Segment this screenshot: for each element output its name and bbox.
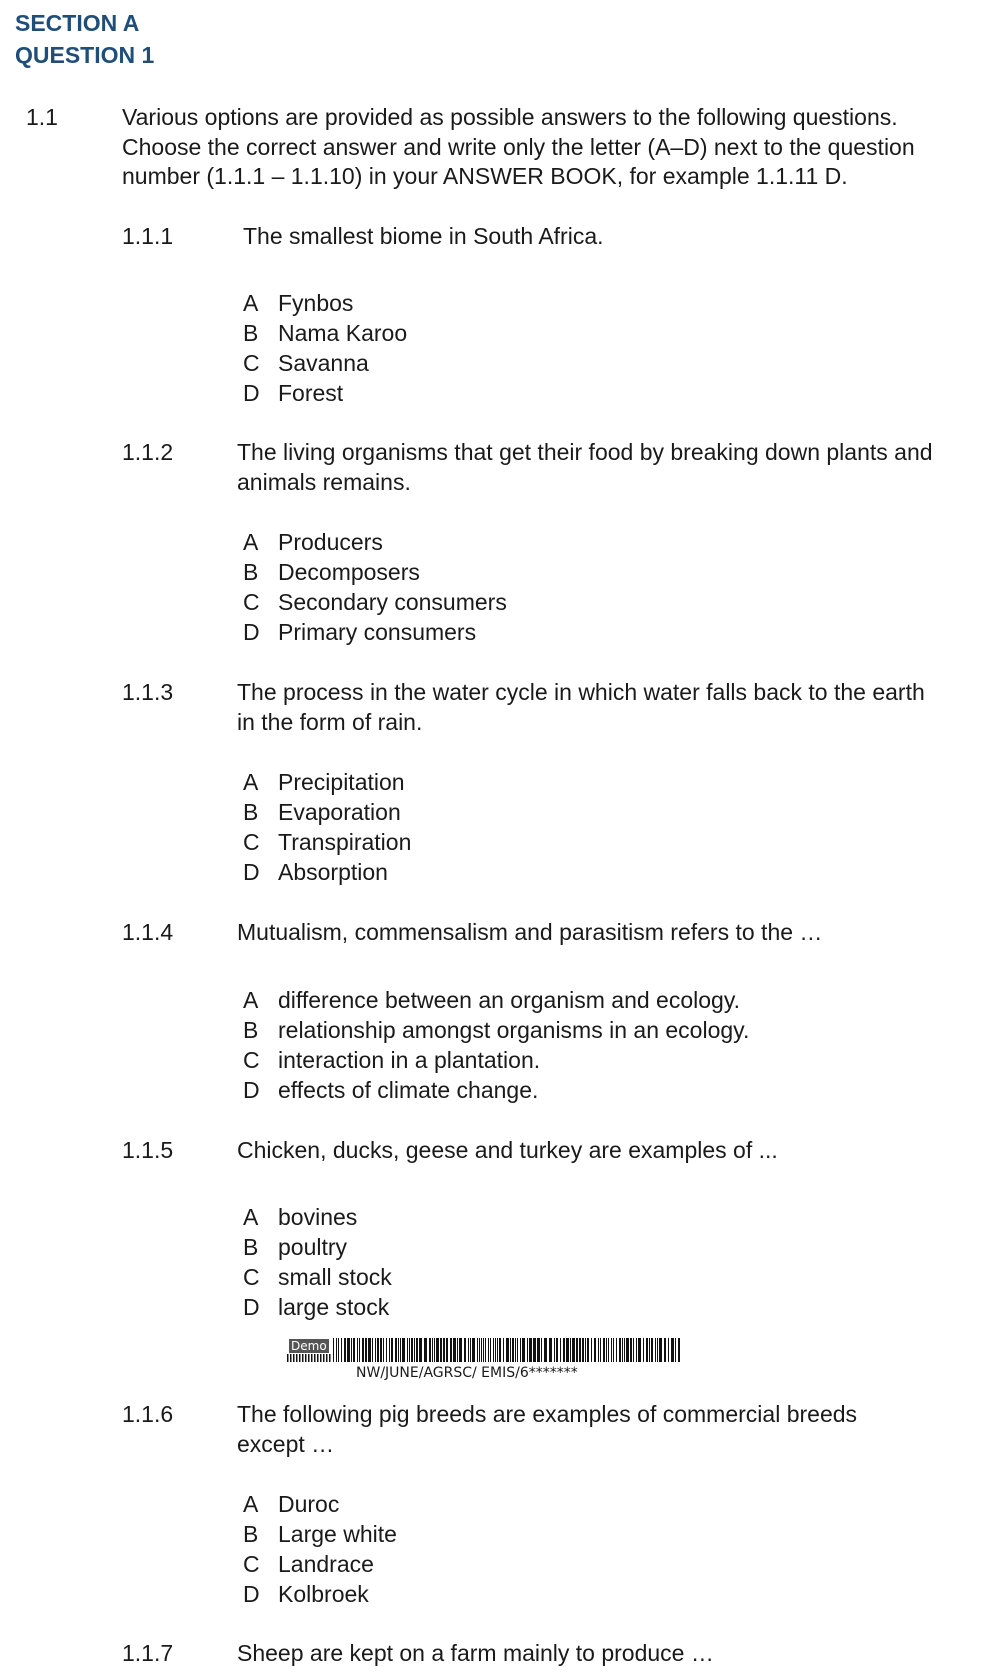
barcode-bar: [416, 1338, 418, 1362]
barcode-bar: [570, 1338, 571, 1362]
barcode-bar: [537, 1338, 540, 1362]
option-text: Nama Karoo: [278, 320, 408, 346]
barcode-bar: [649, 1338, 650, 1362]
option-letter: A: [243, 769, 259, 795]
barcode-bar: [409, 1338, 410, 1362]
barcode-bar: [585, 1338, 586, 1362]
barcode-bar: [380, 1338, 382, 1362]
barcode-bar: [477, 1338, 478, 1362]
option-text: Precipitation: [278, 769, 405, 795]
barcode-bar: [317, 1354, 319, 1362]
option-text: Secondary consumers: [278, 589, 507, 615]
barcode-bar: [314, 1354, 316, 1362]
barcode-bar: [657, 1338, 658, 1362]
barcode-bar: [377, 1338, 379, 1362]
barcode-bar: [638, 1338, 641, 1362]
option-letter: B: [243, 1234, 259, 1260]
barcode-bar: [497, 1338, 498, 1362]
barcode-bar: [579, 1338, 581, 1362]
barcode-bar: [506, 1338, 509, 1362]
option-letter: B: [243, 559, 259, 585]
barcode-bar: [544, 1338, 547, 1362]
barcode-bar: [389, 1338, 390, 1362]
barcode-bar: [305, 1354, 307, 1362]
barcode-bar: [633, 1338, 634, 1362]
barcode-bar: [398, 1338, 399, 1362]
barcode-bar: [459, 1338, 462, 1362]
barcode-bar: [414, 1338, 415, 1362]
option-letter: C: [243, 829, 260, 855]
barcode-bar: [613, 1338, 614, 1362]
barcode-bar: [608, 1338, 609, 1362]
barcode-bar: [464, 1338, 466, 1362]
barcode-bar: [606, 1338, 607, 1362]
option-text: Kolbroek: [278, 1581, 369, 1607]
barcode-bar: [351, 1338, 352, 1362]
option-letter: C: [243, 1264, 260, 1290]
option-letter: C: [243, 589, 260, 615]
barcode-image: [287, 1338, 683, 1362]
option-text: Absorption: [278, 859, 388, 885]
barcode-bar: [293, 1354, 295, 1362]
barcode-bar: [636, 1338, 637, 1362]
barcode-bar: [446, 1338, 448, 1362]
intro-line: number (1.1.1 – 1.1.10) in your ANSWER BOOK, for example 1.1.11 D.: [122, 163, 848, 189]
barcode-bar: [643, 1338, 644, 1362]
section-title: SECTION A: [15, 10, 140, 36]
barcode-bar: [566, 1338, 569, 1362]
option-text: Primary consumers: [278, 619, 477, 645]
option-letter: A: [243, 987, 259, 1013]
barcode-bar: [429, 1338, 431, 1362]
barcode-bar: [336, 1338, 337, 1362]
option-text: small stock: [278, 1264, 392, 1290]
question-number: 1.1.3: [122, 679, 174, 705]
barcode-caption: NW/JUNE/AGRSC/ EMIS/6*******: [356, 1365, 578, 1381]
barcode-bar: [450, 1338, 452, 1362]
barcode-bar: [365, 1338, 367, 1362]
barcode-bar: [510, 1338, 511, 1362]
barcode-bar: [622, 1338, 623, 1362]
barcode-bar: [320, 1354, 322, 1362]
option-text: difference between an organism and ecology.: [278, 987, 741, 1013]
barcode-bar: [503, 1338, 504, 1362]
barcode-bar: [290, 1354, 292, 1362]
barcode-bar: [344, 1338, 346, 1362]
barcode-bar: [520, 1338, 521, 1362]
question-text: animals remains.: [237, 469, 411, 495]
barcode-bar: [678, 1338, 680, 1362]
barcode-bar: [488, 1338, 489, 1362]
barcode-bar: [400, 1338, 401, 1362]
barcode-bar: [407, 1338, 408, 1362]
barcode-bar: [675, 1338, 676, 1362]
barcode-bar: [576, 1338, 578, 1362]
barcode-bar: [556, 1338, 558, 1362]
question-number: 1.1.5: [122, 1137, 174, 1163]
option-text: relationship amongst organisms in an ecology.: [278, 1017, 750, 1043]
option-letter: A: [243, 1204, 259, 1230]
barcode-bar: [383, 1338, 384, 1362]
option-letter: B: [243, 320, 259, 346]
barcode-bar: [563, 1338, 565, 1362]
barcode-bar: [470, 1338, 471, 1362]
barcode-bar: [375, 1338, 376, 1362]
option-letter: D: [243, 859, 260, 885]
barcode-bar: [616, 1338, 617, 1362]
option-letter: C: [243, 1047, 260, 1073]
option-letter: D: [243, 1294, 260, 1320]
option-text: interaction in a plantation.: [278, 1047, 541, 1073]
option-letter: A: [243, 529, 259, 555]
question-title: QUESTION 1: [15, 42, 155, 68]
barcode-bar: [587, 1338, 589, 1362]
barcode-bar: [432, 1338, 433, 1362]
barcode-bar: [517, 1338, 518, 1362]
option-text: bovines: [278, 1204, 358, 1230]
barcode-bar: [572, 1338, 575, 1362]
barcode-bar: [495, 1338, 496, 1362]
barcode-bar: [483, 1338, 484, 1362]
barcode-bar: [664, 1338, 666, 1362]
barcode-bar: [296, 1354, 298, 1362]
barcode-bar: [338, 1338, 339, 1362]
option-letter: D: [243, 380, 260, 406]
barcode-bar: [453, 1338, 456, 1362]
barcode-bar: [541, 1338, 542, 1362]
option-text: Large white: [278, 1521, 397, 1547]
option-letter: D: [243, 1581, 260, 1607]
option-text: effects of climate change.: [278, 1077, 539, 1103]
option-letter: D: [243, 1077, 260, 1103]
question-text: The following pig breeds are examples of commercial breeds: [237, 1401, 858, 1427]
barcode-bar: [671, 1338, 674, 1362]
barcode-bar: [515, 1338, 516, 1362]
option-text: Transpiration: [278, 829, 412, 855]
barcode-bar: [481, 1338, 482, 1362]
barcode-bar: [582, 1338, 584, 1362]
barcode-bar: [372, 1338, 373, 1362]
option-letter: D: [243, 619, 260, 645]
barcode-bar: [479, 1338, 480, 1362]
option-text: large stock: [278, 1294, 390, 1320]
barcode-bar: [646, 1338, 648, 1362]
barcode-bar: [472, 1338, 475, 1362]
barcode-bar: [457, 1338, 458, 1362]
question-text: Mutualism, commensalism and parasitism refers to the …: [237, 919, 823, 945]
barcode-bar: [323, 1354, 325, 1362]
option-text: Forest: [278, 380, 344, 406]
barcode-bar: [443, 1338, 445, 1362]
barcode-bar: [402, 1338, 405, 1362]
barcode-bar: [527, 1338, 528, 1362]
barcode-bar: [493, 1338, 494, 1362]
question-text: in the form of rain.: [237, 709, 423, 735]
barcode-bar: [594, 1338, 596, 1362]
barcode-bar: [434, 1338, 435, 1362]
barcode-bar: [341, 1338, 342, 1362]
question-number: 1.1.7: [122, 1640, 174, 1666]
barcode-bar: [440, 1338, 442, 1362]
question-text: The smallest biome in South Africa.: [243, 223, 604, 249]
barcode-bar: [529, 1338, 532, 1362]
barcode-footer: [287, 1338, 683, 1386]
question-text: The living organisms that get their food by breaking down plants and: [237, 439, 933, 465]
option-letter: C: [243, 1551, 260, 1577]
barcode-bar: [311, 1354, 313, 1362]
intro-line: Choose the correct answer and write only the letter (A–D) next to the question: [122, 134, 915, 160]
barcode-bar: [419, 1338, 422, 1362]
question-number: 1.1.2: [122, 439, 174, 465]
barcode-bar: [668, 1338, 669, 1362]
barcode-bar: [603, 1338, 605, 1362]
intro-number: 1.1: [26, 104, 58, 130]
option-letter: B: [243, 799, 259, 825]
barcode-bar: [522, 1338, 525, 1362]
barcode-bar: [468, 1338, 469, 1362]
barcode-bar: [611, 1338, 612, 1362]
demo-tag: Demo: [291, 1339, 327, 1353]
barcode-bar: [391, 1338, 393, 1362]
option-text: Landrace: [278, 1551, 374, 1577]
barcode-bar: [485, 1338, 486, 1362]
option-text: Savanna: [278, 350, 369, 376]
barcode-bar: [362, 1338, 364, 1362]
barcode-bar: [347, 1338, 350, 1362]
option-letter: C: [243, 350, 260, 376]
option-text: Fynbos: [278, 290, 354, 316]
barcode-bar: [619, 1338, 621, 1362]
barcode-bar: [651, 1338, 653, 1362]
barcode-bar: [329, 1354, 331, 1362]
question-text: Sheep are kept on a farm mainly to produce …: [237, 1640, 714, 1666]
option-letter: B: [243, 1017, 259, 1043]
option-text: Duroc: [278, 1491, 340, 1517]
barcode-bar: [490, 1338, 491, 1362]
barcode-bar: [659, 1338, 662, 1362]
question-number: 1.1.6: [122, 1401, 174, 1427]
barcode-bar: [308, 1354, 310, 1362]
barcode-bar: [626, 1338, 629, 1362]
barcode-bar: [630, 1338, 632, 1362]
barcode-bar: [512, 1338, 514, 1362]
option-text: Decomposers: [278, 559, 420, 585]
barcode-bar: [299, 1354, 301, 1362]
barcode-bar: [533, 1338, 536, 1362]
barcode-bar: [411, 1338, 413, 1362]
option-letter: A: [243, 290, 259, 316]
option-text: Evaporation: [278, 799, 401, 825]
barcode-bar: [624, 1338, 625, 1362]
barcode-bar: [591, 1338, 592, 1362]
option-letter: A: [243, 1491, 259, 1517]
barcode-bar: [386, 1338, 387, 1362]
barcode-bar: [357, 1338, 358, 1362]
question-text: The process in the water cycle in which water falls back to the earth: [237, 679, 925, 705]
barcode-bar: [368, 1338, 371, 1362]
barcode-bar: [395, 1338, 397, 1362]
barcode-bar: [353, 1338, 355, 1362]
question-number: 1.1.4: [122, 919, 174, 945]
barcode-bar: [499, 1338, 501, 1362]
barcode-bar: [287, 1354, 289, 1362]
question-text: Chicken, ducks, geese and turkey are examples of ...: [237, 1137, 778, 1163]
barcode-bar: [436, 1338, 439, 1362]
question-number: 1.1.1: [122, 223, 174, 249]
barcode-bar: [655, 1338, 656, 1362]
barcode-bar: [359, 1338, 360, 1362]
barcode-bar: [424, 1338, 427, 1362]
barcode-bar: [549, 1338, 552, 1362]
barcode-bar: [333, 1338, 334, 1362]
option-text: poultry: [278, 1234, 348, 1260]
barcode-bar: [554, 1338, 555, 1362]
barcode-bar: [326, 1354, 328, 1362]
barcode-bar: [302, 1354, 304, 1362]
barcode-bar: [600, 1338, 601, 1362]
barcode-bar: [598, 1338, 599, 1362]
option-text: Producers: [278, 529, 383, 555]
intro-line: Various options are provided as possible answers to the following questions.: [122, 104, 898, 130]
question-text: except …: [237, 1431, 335, 1457]
barcode-bar: [560, 1338, 561, 1362]
option-letter: B: [243, 1521, 259, 1547]
